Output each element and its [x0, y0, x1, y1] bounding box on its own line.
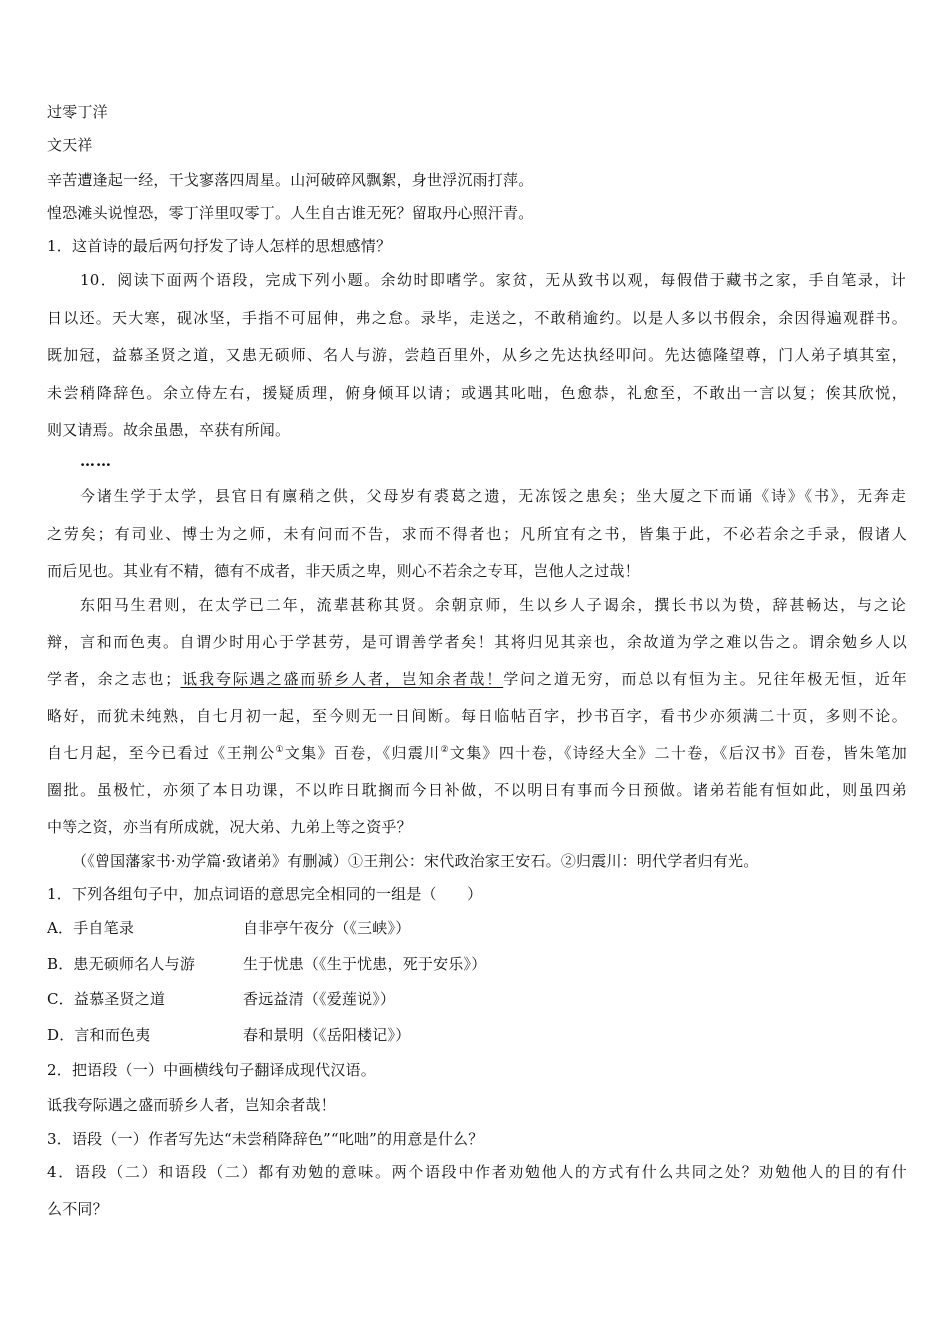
- question-3: 3．语段（一）作者写先达“未尝稍降辞色”“叱咄”的用意是什么？: [47, 1130, 484, 1148]
- passage3-line: 圈批。虽极忙，亦须了本日功课，不以昨日耽搁而今日补做，不以明日有事而今日预做。诸弟若能有恒如此，则虽四弟: [47, 781, 907, 799]
- question-4-cont: 么不同？: [47, 1200, 108, 1218]
- option-compare: 自非亭午夜分（《三峡》）: [243, 919, 411, 937]
- passage3-text: 自七月起，至今已看过《王荆公: [47, 744, 276, 762]
- question-4: 4．语段（二）和语段（二）都有劝勉的意味。两个语段中作者劝勉他人的方式有什么共同之处？劝勉他人的目的有什: [47, 1163, 907, 1181]
- poem-question: 1．这首诗的最后两句抒发了诗人怎样的思想感情？: [47, 237, 392, 255]
- option-b: [47, 954, 486, 974]
- option-text: A．手自笔录: [47, 919, 135, 937]
- passage3-line: [47, 669, 907, 689]
- option-compare: 春和景明（《岳阳楼记》）: [243, 1026, 411, 1044]
- option-text: C．益慕圣贤之道: [47, 990, 166, 1008]
- passage3-text: 文集》百卷，《归震川: [284, 744, 441, 762]
- passage1-line: 日以还。天大寒，砚冰坚，手指不可屈伸，弗之怠。录毕，走送之，不敢稍逾约。以是人多以书假余，余因得遍观群书。: [47, 309, 907, 327]
- passage2-line: 今诸生学于太学，县官日有廪稍之供，父母岁有裘葛之遗，无冻馁之患矣；坐大厦之下而诵《诗》《书》，无奔走: [80, 487, 906, 505]
- passage3-line: [47, 743, 907, 763]
- option-a: [47, 918, 410, 938]
- passage3-text: 文集》四十卷，《诗经大全》二十卷，《后汉书》百卷，皆朱笔加: [449, 744, 907, 762]
- question-2: 2．把语段（一）中画横线句子翻译成现代汉语。: [47, 1061, 376, 1079]
- passage3-line: 辩，言和而色夷。自谓少时用心于学甚劳，是可谓善学者矣！其将归见其亲也，余故道为学之难以告之。谓余勉乡人以: [47, 633, 907, 651]
- passage3-text: 学者，余之志也；: [47, 670, 181, 688]
- passage1-line: 未尝稍降辞色。余立侍左右，援疑质理，俯身倾耳以请；或遇其叱咄，色愈恭，礼愈至，不敢出一言以复；俟其欣悦，: [47, 384, 907, 402]
- footnote-marker: ②: [440, 745, 450, 755]
- passage3-line: 略好，而犹未纯熟，自七月初一起，至今则无一日间断。每日临帖百字，抄书百字，看书少亦须满二十页，多则不论。: [47, 707, 907, 725]
- poem-title: 过零丁洋: [47, 103, 108, 121]
- passage1-line: 10．阅读下面两个语段，完成下列小题。余幼时即嗜学。家贫，无从致书以观，每假借于藏书之家，手自笔录，计: [80, 271, 906, 289]
- option-d: [47, 1025, 410, 1045]
- passage3-line: 东阳马生君则，在太学已二年，流辈甚称其贤。余朝京师，生以乡人子谒余，撰长书以为贽，辞甚畅达，与之论: [80, 596, 906, 614]
- question-1: 1．下列各组句子中，加点词语的意思完全相同的一组是（ ）: [47, 885, 483, 903]
- option-text: B．患无硕师名人与游: [47, 955, 196, 973]
- passage3-line: 中等之资，亦当有所成就，况大弟、九弟上等之资乎？: [47, 818, 412, 836]
- passage1-line: 则又请焉。故余虽愚，卒获有所闻。: [47, 421, 291, 439]
- poem-line-1: 辛苦遭逢起一经，干戈寥落四周星。山河破碎风飘絮，身世浮沉雨打萍。: [47, 171, 534, 189]
- poem-author: 文天祥: [47, 136, 93, 154]
- passage2-line: 之劳矣；有司业、博士为之师，未有问而不告，求而不得者也；凡所宜有之书，皆集于此，不必若余之手录，假诸人: [47, 525, 907, 543]
- passage1-line: 既加冠，益慕圣贤之道，又患无硕师、名人与游，尝趋百里外，从乡之先达执经叩问。先达德隆望尊，门人弟子填其室，: [47, 346, 907, 364]
- ellipsis: ……: [80, 452, 112, 470]
- option-compare: 香远益清（《爱莲说》）: [243, 990, 396, 1008]
- option-text: D．言和而色夷: [47, 1026, 151, 1044]
- option-compare: 生于忧患（《生于忧患，死于安乐》）: [243, 955, 487, 973]
- passage2-line: 而后见也。其业有不精，德有不成者，非天质之卑，则心不若余之专耳，岂他人之过哉！: [47, 562, 640, 580]
- poem-line-2: 惶恐滩头说惶恐，零丁洋里叹零丁。人生自古谁无死？留取丹心照汗青。: [47, 204, 534, 222]
- question-2-sentence: 诋我夸际遇之盛而骄乡人者，岂知余者哉！: [47, 1096, 336, 1114]
- source-note: （《曾国藩家书·劝学篇·致诸弟》有删减）①王荆公：宋代政治家王安石。②归震川：明代学者归有光。: [72, 852, 759, 870]
- option-c: [47, 989, 395, 1009]
- passage3-text: 学问之道无穷，而总以有恒为主。兄往年极无恒，近年: [503, 670, 907, 688]
- underlined-sentence: 诋我夸际遇之盛而骄乡人者，岂知余者哉！: [180, 670, 504, 688]
- footnote-marker: ①: [275, 745, 285, 755]
